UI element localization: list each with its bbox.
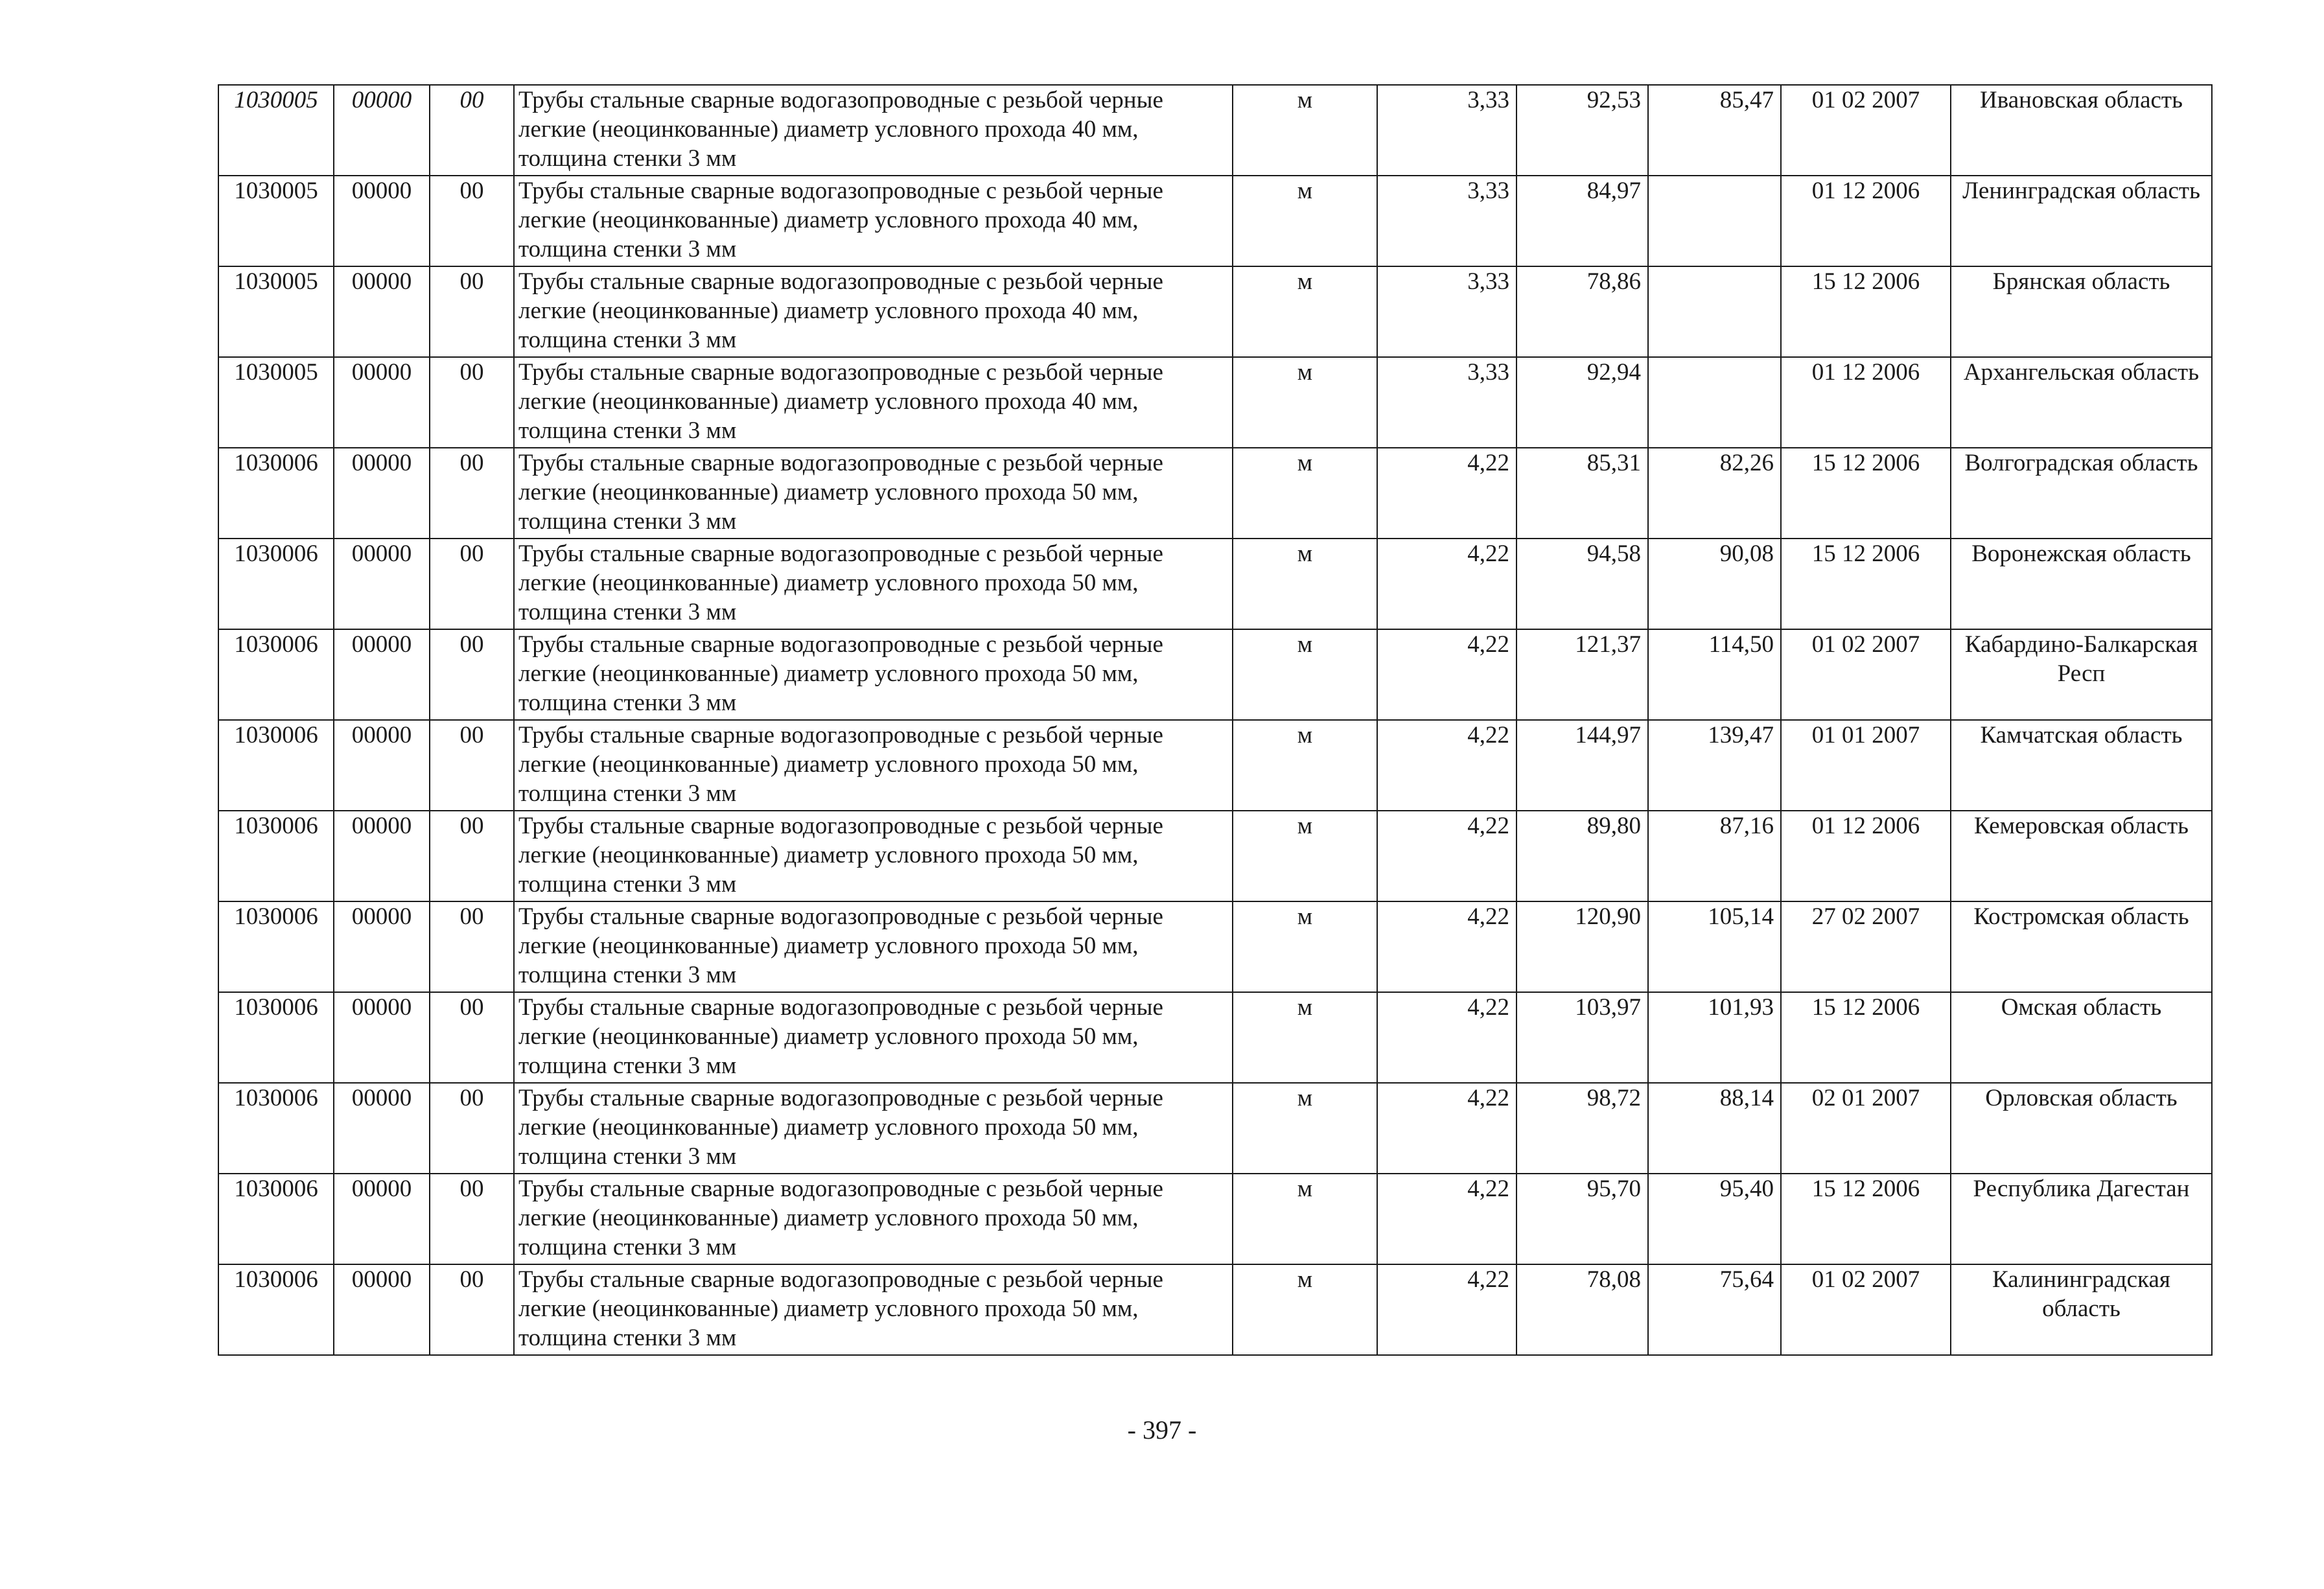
date-cell: 01 01 2007 bbox=[1781, 720, 1951, 811]
price-alt-cell: 95,40 bbox=[1648, 1174, 1781, 1264]
date-cell: 15 12 2006 bbox=[1781, 1174, 1951, 1264]
unit-cell: м bbox=[1233, 992, 1377, 1083]
price-cell: 78,86 bbox=[1516, 266, 1648, 357]
resource-code-cell: 1030005 bbox=[218, 266, 334, 357]
region-cell: Калининградская область bbox=[1951, 1264, 2212, 1355]
table-row bbox=[218, 992, 2212, 1083]
resource-code-cell: 1030006 bbox=[218, 901, 334, 992]
sub-code-cell: 00000 bbox=[334, 1174, 430, 1264]
sub-code-cell: 00000 bbox=[334, 720, 430, 811]
coefficient-cell: 4,22 bbox=[1377, 1264, 1516, 1355]
ext-code-cell: 00 bbox=[430, 811, 514, 901]
price-alt-cell: 75,64 bbox=[1648, 1264, 1781, 1355]
ext-code-cell: 00 bbox=[430, 1174, 514, 1264]
table-row bbox=[218, 720, 2212, 811]
description-cell: Трубы стальные сварные водогазопроводные с резьбой черные легкие (неоцинкованные) диаметр условного прохода 50 мм, толщина стенки 3 мм bbox=[514, 992, 1233, 1083]
table-row bbox=[218, 539, 2212, 629]
table-row bbox=[218, 448, 2212, 539]
price-cell: 144,97 bbox=[1516, 720, 1648, 811]
ext-code-cell: 00 bbox=[430, 357, 514, 448]
date-cell: 01 12 2006 bbox=[1781, 811, 1951, 901]
sub-code-cell: 00000 bbox=[334, 811, 430, 901]
coefficient-cell: 3,33 bbox=[1377, 357, 1516, 448]
unit-cell: м bbox=[1233, 357, 1377, 448]
description-cell: Трубы стальные сварные водогазопроводные с резьбой черные легкие (неоцинкованные) диаметр условного прохода 40 мм, толщина стенки 3 мм bbox=[514, 85, 1233, 176]
table-row bbox=[218, 85, 2212, 176]
date-cell: 15 12 2006 bbox=[1781, 539, 1951, 629]
sub-code-cell: 00000 bbox=[334, 357, 430, 448]
description-cell: Трубы стальные сварные водогазопроводные с резьбой черные легкие (неоцинкованные) диаметр условного прохода 50 мм, толщина стенки 3 мм bbox=[514, 1264, 1233, 1355]
price-alt-cell: 139,47 bbox=[1648, 720, 1781, 811]
sub-code-cell: 00000 bbox=[334, 1083, 430, 1174]
price-alt-cell: 85,47 bbox=[1648, 85, 1781, 176]
coefficient-cell: 4,22 bbox=[1377, 1083, 1516, 1174]
unit-cell: м bbox=[1233, 539, 1377, 629]
region-cell: Омская область bbox=[1951, 992, 2212, 1083]
price-cell: 85,31 bbox=[1516, 448, 1648, 539]
sub-code-cell: 00000 bbox=[334, 629, 430, 720]
price-alt-cell bbox=[1648, 357, 1781, 448]
sub-code-cell: 00000 bbox=[334, 266, 430, 357]
sub-code-cell: 00000 bbox=[334, 901, 430, 992]
resource-code-cell: 1030006 bbox=[218, 448, 334, 539]
unit-cell: м bbox=[1233, 266, 1377, 357]
unit-cell: м bbox=[1233, 720, 1377, 811]
resource-code-cell: 1030006 bbox=[218, 1174, 334, 1264]
price-cell: 98,72 bbox=[1516, 1083, 1648, 1174]
date-cell: 15 12 2006 bbox=[1781, 992, 1951, 1083]
ext-code-cell: 00 bbox=[430, 720, 514, 811]
unit-cell: м bbox=[1233, 811, 1377, 901]
date-cell: 02 01 2007 bbox=[1781, 1083, 1951, 1174]
coefficient-cell: 4,22 bbox=[1377, 448, 1516, 539]
sub-code-cell: 00000 bbox=[334, 448, 430, 539]
region-cell: Орловская область bbox=[1951, 1083, 2212, 1174]
resource-code-cell: 1030006 bbox=[218, 539, 334, 629]
description-cell: Трубы стальные сварные водогазопроводные с резьбой черные легкие (неоцинкованные) диаметр условного прохода 40 мм, толщина стенки 3 мм bbox=[514, 266, 1233, 357]
region-cell: Камчатская область bbox=[1951, 720, 2212, 811]
price-alt-cell: 88,14 bbox=[1648, 1083, 1781, 1174]
sub-code-cell: 00000 bbox=[334, 539, 430, 629]
table-body bbox=[218, 85, 2212, 1355]
unit-cell: м bbox=[1233, 901, 1377, 992]
region-cell: Волгоградская область bbox=[1951, 448, 2212, 539]
date-cell: 01 02 2007 bbox=[1781, 85, 1951, 176]
resource-code-cell: 1030005 bbox=[218, 176, 334, 266]
table-row bbox=[218, 357, 2212, 448]
ext-code-cell: 00 bbox=[430, 266, 514, 357]
price-cell: 92,94 bbox=[1516, 357, 1648, 448]
ext-code-cell: 00 bbox=[430, 448, 514, 539]
resource-code-cell: 1030006 bbox=[218, 1264, 334, 1355]
ext-code-cell: 00 bbox=[430, 901, 514, 992]
price-alt-cell bbox=[1648, 266, 1781, 357]
ext-code-cell: 00 bbox=[430, 1083, 514, 1174]
description-cell: Трубы стальные сварные водогазопроводные с резьбой черные легкие (неоцинкованные) диаметр условного прохода 50 мм, толщина стенки 3 мм bbox=[514, 539, 1233, 629]
region-cell: Республика Дагестан bbox=[1951, 1174, 2212, 1264]
region-cell: Кабардино-Балкарская Респ bbox=[1951, 629, 2212, 720]
coefficient-cell: 4,22 bbox=[1377, 811, 1516, 901]
price-cell: 84,97 bbox=[1516, 176, 1648, 266]
price-cell: 94,58 bbox=[1516, 539, 1648, 629]
date-cell: 01 12 2006 bbox=[1781, 357, 1951, 448]
price-alt-cell: 82,26 bbox=[1648, 448, 1781, 539]
region-cell: Ивановская область bbox=[1951, 85, 2212, 176]
unit-cell: м bbox=[1233, 448, 1377, 539]
date-cell: 01 02 2007 bbox=[1781, 629, 1951, 720]
ext-code-cell: 00 bbox=[430, 992, 514, 1083]
date-cell: 01 02 2007 bbox=[1781, 1264, 1951, 1355]
description-cell: Трубы стальные сварные водогазопроводные с резьбой черные легкие (неоцинкованные) диаметр условного прохода 50 мм, толщина стенки 3 мм bbox=[514, 901, 1233, 992]
description-cell: Трубы стальные сварные водогазопроводные с резьбой черные легкие (неоцинкованные) диаметр условного прохода 50 мм, толщина стенки 3 мм bbox=[514, 448, 1233, 539]
price-alt-cell: 87,16 bbox=[1648, 811, 1781, 901]
sub-code-cell: 00000 bbox=[334, 85, 430, 176]
resource-code-cell: 1030006 bbox=[218, 811, 334, 901]
unit-cell: м bbox=[1233, 85, 1377, 176]
ext-code-cell: 00 bbox=[430, 176, 514, 266]
table-row bbox=[218, 629, 2212, 720]
price-table bbox=[218, 84, 2213, 1356]
page-number: - 397 - bbox=[1127, 1415, 1197, 1444]
resource-code-cell: 1030005 bbox=[218, 357, 334, 448]
price-alt-cell: 114,50 bbox=[1648, 629, 1781, 720]
table-row bbox=[218, 811, 2212, 901]
resource-code-cell: 1030006 bbox=[218, 992, 334, 1083]
coefficient-cell: 4,22 bbox=[1377, 539, 1516, 629]
price-cell: 92,53 bbox=[1516, 85, 1648, 176]
coefficient-cell: 3,33 bbox=[1377, 266, 1516, 357]
price-alt-cell bbox=[1648, 176, 1781, 266]
description-cell: Трубы стальные сварные водогазопроводные с резьбой черные легкие (неоцинкованные) диаметр условного прохода 40 мм, толщина стенки 3 мм bbox=[514, 176, 1233, 266]
ext-code-cell: 00 bbox=[430, 539, 514, 629]
resource-code-cell: 1030006 bbox=[218, 720, 334, 811]
sub-code-cell: 00000 bbox=[334, 992, 430, 1083]
description-cell: Трубы стальные сварные водогазопроводные с резьбой черные легкие (неоцинкованные) диаметр условного прохода 50 мм, толщина стенки 3 мм bbox=[514, 1174, 1233, 1264]
date-cell: 15 12 2006 bbox=[1781, 448, 1951, 539]
region-cell: Брянская область bbox=[1951, 266, 2212, 357]
price-cell: 120,90 bbox=[1516, 901, 1648, 992]
region-cell: Архангельская область bbox=[1951, 357, 2212, 448]
ext-code-cell: 00 bbox=[430, 1264, 514, 1355]
region-cell: Ленинградская область bbox=[1951, 176, 2212, 266]
description-cell: Трубы стальные сварные водогазопроводные с резьбой черные легкие (неоцинкованные) диаметр условного прохода 50 мм, толщина стенки 3 мм bbox=[514, 1083, 1233, 1174]
price-cell: 121,37 bbox=[1516, 629, 1648, 720]
table-row bbox=[218, 1083, 2212, 1174]
coefficient-cell: 4,22 bbox=[1377, 992, 1516, 1083]
ext-code-cell: 00 bbox=[430, 629, 514, 720]
description-cell: Трубы стальные сварные водогазопроводные с резьбой черные легкие (неоцинкованные) диаметр условного прохода 50 мм, толщина стенки 3 мм bbox=[514, 629, 1233, 720]
price-cell: 95,70 bbox=[1516, 1174, 1648, 1264]
price-cell: 89,80 bbox=[1516, 811, 1648, 901]
region-cell: Костромская область bbox=[1951, 901, 2212, 992]
region-cell: Кемеровская область bbox=[1951, 811, 2212, 901]
table-row bbox=[218, 176, 2212, 266]
unit-cell: м bbox=[1233, 1083, 1377, 1174]
description-cell: Трубы стальные сварные водогазопроводные с резьбой черные легкие (неоцинкованные) диаметр условного прохода 50 мм, толщина стенки 3 мм bbox=[514, 720, 1233, 811]
unit-cell: м bbox=[1233, 176, 1377, 266]
coefficient-cell: 3,33 bbox=[1377, 176, 1516, 266]
resource-code-cell: 1030006 bbox=[218, 1083, 334, 1174]
sub-code-cell: 00000 bbox=[334, 1264, 430, 1355]
resource-code-cell: 1030006 bbox=[218, 629, 334, 720]
coefficient-cell: 4,22 bbox=[1377, 1174, 1516, 1264]
coefficient-cell: 4,22 bbox=[1377, 901, 1516, 992]
sub-code-cell: 00000 bbox=[334, 176, 430, 266]
region-cell: Воронежская область bbox=[1951, 539, 2212, 629]
price-alt-cell: 90,08 bbox=[1648, 539, 1781, 629]
description-cell: Трубы стальные сварные водогазопроводные с резьбой черные легкие (неоцинкованные) диаметр условного прохода 40 мм, толщина стенки 3 мм bbox=[514, 357, 1233, 448]
table-row bbox=[218, 266, 2212, 357]
price-cell: 103,97 bbox=[1516, 992, 1648, 1083]
date-cell: 15 12 2006 bbox=[1781, 266, 1951, 357]
date-cell: 27 02 2007 bbox=[1781, 901, 1951, 992]
coefficient-cell: 4,22 bbox=[1377, 720, 1516, 811]
date-cell: 01 12 2006 bbox=[1781, 176, 1951, 266]
coefficient-cell: 4,22 bbox=[1377, 629, 1516, 720]
unit-cell: м bbox=[1233, 629, 1377, 720]
table-row bbox=[218, 1174, 2212, 1264]
price-cell: 78,08 bbox=[1516, 1264, 1648, 1355]
price-alt-cell: 101,93 bbox=[1648, 992, 1781, 1083]
table-row bbox=[218, 901, 2212, 992]
table-row bbox=[218, 1264, 2212, 1355]
ext-code-cell: 00 bbox=[430, 85, 514, 176]
resource-code-cell: 1030005 bbox=[218, 85, 334, 176]
unit-cell: м bbox=[1233, 1174, 1377, 1264]
price-alt-cell: 105,14 bbox=[1648, 901, 1781, 992]
description-cell: Трубы стальные сварные водогазопроводные с резьбой черные легкие (неоцинкованные) диаметр условного прохода 50 мм, толщина стенки 3 мм bbox=[514, 811, 1233, 901]
coefficient-cell: 3,33 bbox=[1377, 85, 1516, 176]
unit-cell: м bbox=[1233, 1264, 1377, 1355]
